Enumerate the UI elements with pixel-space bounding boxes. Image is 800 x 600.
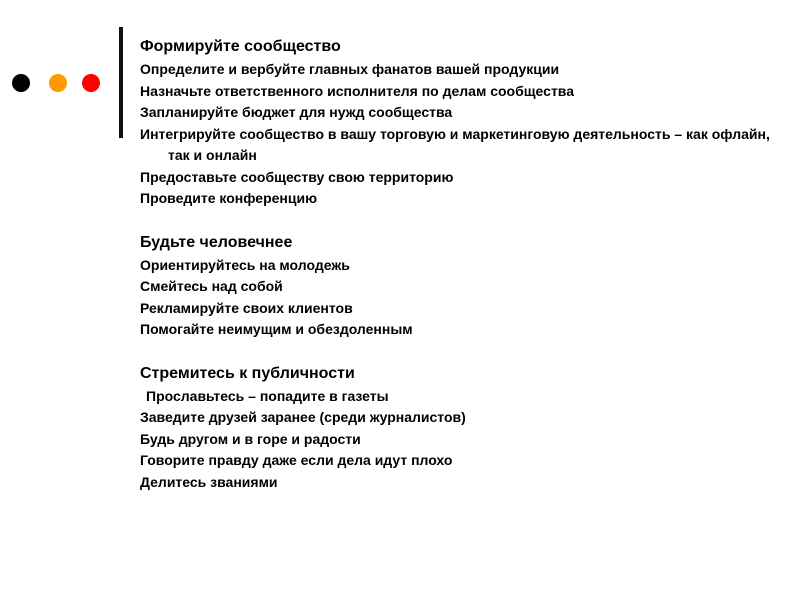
list-item: Заведите друзей заранее (среди журналистов) [140,409,466,425]
list-item: Рекламируйте своих клиентов [140,299,353,316]
vertical-divider [119,27,123,138]
list-item: Помогайте неимущим и обездоленным [140,321,413,337]
list-item: Ориентируйтесь на молодежь [140,256,350,273]
section-heading: Будьте человечнее [140,233,293,251]
section-community [140,36,790,210]
list-item: Определите и вербуйте главных фанатов вашей продукции [140,61,560,77]
list-item: Предоставьте сообществу свою территорию [140,168,454,185]
section-humanity [140,232,790,341]
list-item: Прославьтесь – попадите в газеты [146,387,389,404]
section-heading: Формируйте сообщество [140,38,341,55]
list-item: Назначьте ответственного исполнителя по делам сообщества [140,82,575,99]
section-heading: Стремитесь к публичности [140,364,355,382]
list-item: Говорите правду даже если дела идут плохо [140,452,453,468]
list-item: Запланируйте бюджет для нужд сообщества [140,104,453,120]
list-item: Проведите конференцию [140,190,318,206]
section-spacer [140,210,790,232]
section-spacer [140,341,790,363]
list-item: Делитесь званиями [140,473,278,490]
list-item: Интегрируйте сообщество в вашу торговую и маркетинговую деятельность – как офлайн, так и онлайн [140,125,770,163]
red-dot-icon [82,74,100,92]
orange-dot-icon [49,74,67,92]
slide-content [140,36,790,493]
list-item: Смейтесь над собой [140,278,283,294]
list-item: Будь другом и в горе и радости [140,430,361,447]
section-publicity [140,363,790,494]
black-dot-icon [12,74,30,92]
